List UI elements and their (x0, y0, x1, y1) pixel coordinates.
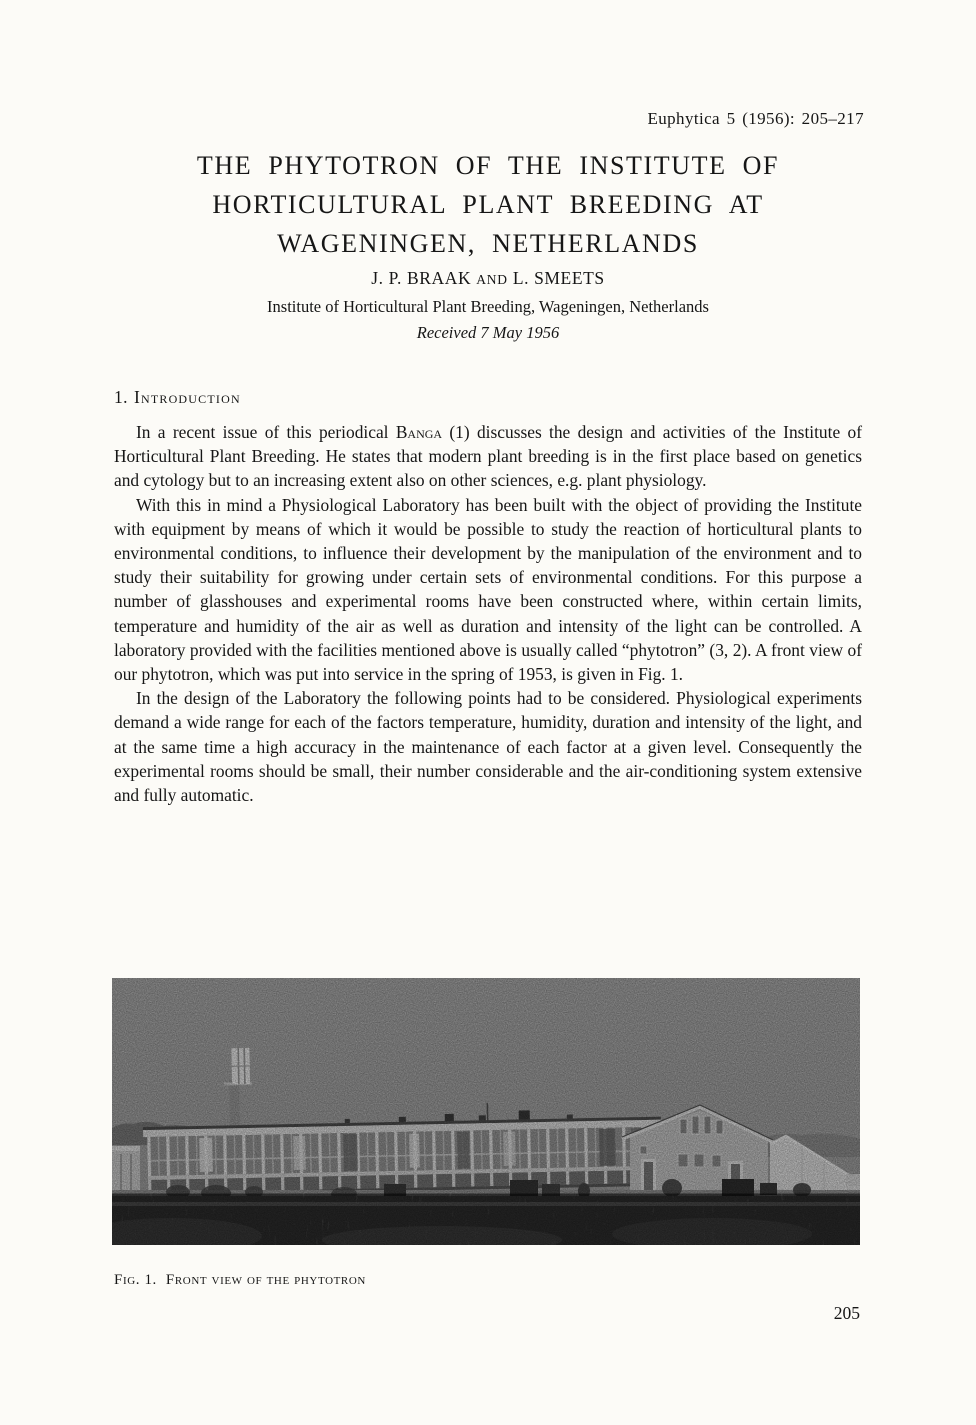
figure-1-photo (112, 978, 860, 1245)
title-line-3: WAGENINGEN, NETHERLANDS (277, 229, 699, 258)
authors-line (114, 268, 862, 289)
paper-title (114, 146, 862, 263)
page-number: 205 (833, 1303, 860, 1323)
figure-label: Fig. 1. (114, 1272, 157, 1288)
figure-1-caption (114, 1272, 366, 1289)
received-date: Received 7 May 1956 (416, 323, 560, 342)
title-line-1: THE PHYTOTRON OF THE INSTITUTE OF (196, 151, 780, 180)
title-line-2: HORTICULTURAL PLANT BREEDING AT (212, 190, 764, 219)
paragraph-2: With this in mind a Physiological Laboratory has been built with the object of providing the Institute with equipment by means of which it would be possible to study the reaction of horticultural plants to environmental conditions, to influence their development by the manipulation of the environment and to study their suitability for growing under certain sets of environmental conditions. For this purpose a number of glasshouses and experimental rooms have been constructed where, within certain limits, temperature and humidity of the air as well as duration and intensity of the light can be controlled. A laboratory provided with the facilities mentioned above is usually called “phytotron” (3, 2). A front view of our phytotron, which was put into service in the spring of 1953, is given in Fig. 1. (114, 494, 862, 685)
affiliation: Institute of Horticultural Plant Breeding, Wageningen, Netherlands (267, 297, 709, 316)
phytotron-front-view-photo (112, 978, 860, 1245)
author-2: L. SMEETS (512, 268, 605, 288)
journal-reference: Euphytica 5 (1956): 205–217 (647, 109, 864, 128)
section-title: Introduction (133, 387, 241, 407)
body-text (114, 420, 862, 807)
section-number: 1. (114, 387, 128, 407)
authors-connector: AND (476, 272, 508, 287)
paragraph-1-text-continued: (1) discusses the design and activities of the Institute of Horticultural Plant Breeding. He states that modern plant breeding is in the first place based on genetics and cytology but to an increasing extent also on other sciences, e.g. plant physiology. (114, 422, 862, 491)
paragraph-1-text: In a recent issue of this periodical (136, 422, 396, 442)
author-1: J. P. BRAAK (371, 268, 472, 288)
cited-author-banga: Banga (395, 422, 443, 442)
photo-grain-overlay (112, 978, 860, 1245)
section-heading-introduction (114, 387, 241, 408)
figure-caption-text: Front view of the phytotron (165, 1272, 366, 1288)
paragraph-3: In the design of the Laboratory the following points had to be considered. Physiological experiments demand a wide range for each of the factors temperature, humidity, duration and intensity of the light, and at the same time a high accuracy in the maintenance of each factor at a given level. Consequently the experimental rooms should be small, their number considerable and the air-conditioning system extensive and fully automatic. (114, 688, 862, 806)
paragraph-1 (114, 420, 862, 493)
